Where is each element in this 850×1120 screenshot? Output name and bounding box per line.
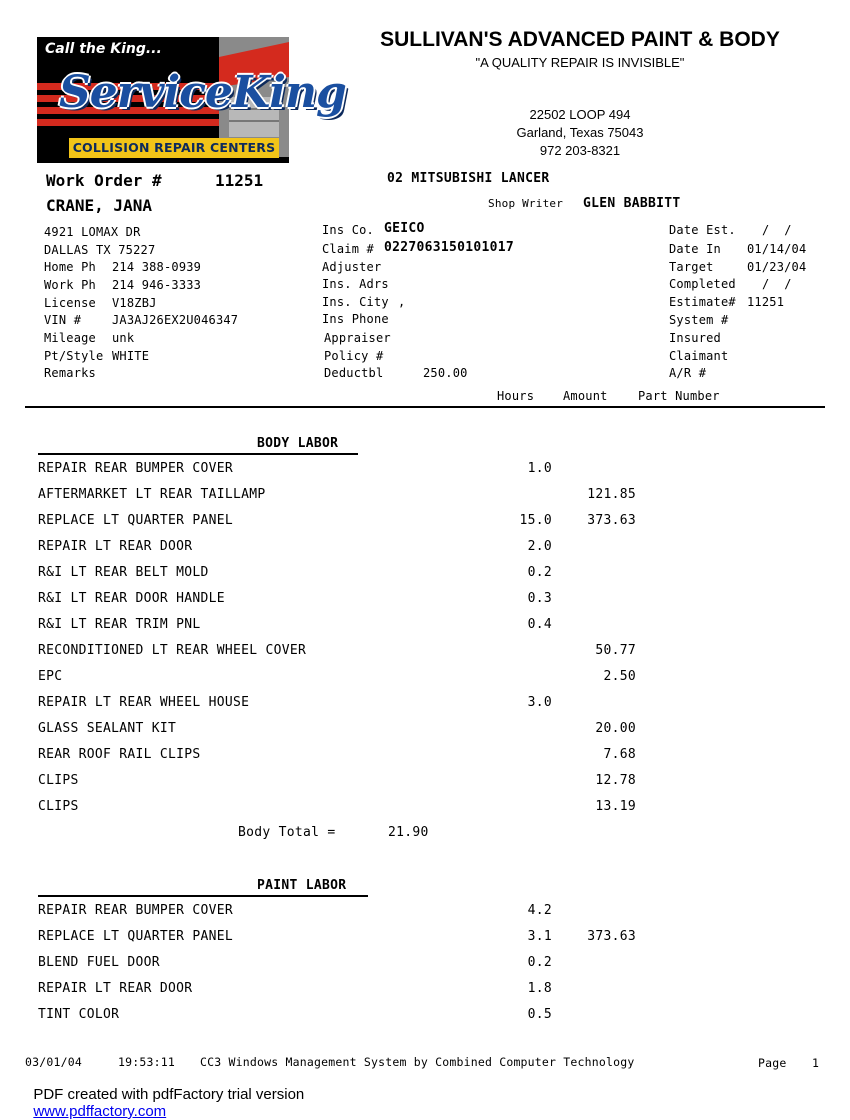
line-item-description: REAR ROOF RAIL CLIPS xyxy=(38,747,201,762)
home-phone-value: 214 388-0939 xyxy=(112,260,202,274)
logo-subtitle: COLLISION REPAIR CENTERS xyxy=(69,138,279,158)
column-header-amount: Amount xyxy=(563,389,608,403)
body-total-value: 21.90 xyxy=(388,825,429,840)
ins-co-value: GEICO xyxy=(384,221,425,236)
pdf-note-text: PDF created with pdfFactory trial version xyxy=(33,1086,305,1103)
column-header-part-number: Part Number xyxy=(638,389,720,403)
line-item-amount: 373.63 xyxy=(587,513,636,528)
vehicle-description: 02 MITSUBISHI LANCER xyxy=(387,171,550,186)
insured-label: Insured xyxy=(669,331,721,345)
license-label: License xyxy=(44,296,96,310)
header-divider xyxy=(25,406,825,408)
line-item-description: BLEND FUEL DOOR xyxy=(38,955,160,970)
company-address-line2: Garland, Texas 75043 xyxy=(516,125,644,140)
adjuster-label: Adjuster xyxy=(322,260,382,274)
line-item-description: RECONDITIONED LT REAR WHEEL COVER xyxy=(38,643,307,658)
line-item-amount: 373.63 xyxy=(587,929,636,944)
footer-page-number: 1 xyxy=(812,1056,820,1070)
line-item-description: R&I LT REAR DOOR HANDLE xyxy=(38,591,225,606)
company-address-line1: 22502 LOOP 494 xyxy=(529,107,631,122)
shop-writer-label: Shop Writer xyxy=(488,197,564,210)
shop-writer-name: GLEN BABBITT xyxy=(583,196,681,211)
work-phone-value: 214 946-3333 xyxy=(112,278,202,292)
mileage-label: Mileage xyxy=(44,331,96,345)
ins-co-label: Ins Co. xyxy=(322,223,374,237)
line-item-hours: 0.3 xyxy=(527,591,552,606)
deductible-label: Deductbl xyxy=(324,366,384,380)
line-item-amount: 50.77 xyxy=(595,643,636,658)
claim-label: Claim # xyxy=(322,242,374,256)
pdf-link[interactable]: www.pdffactory.com xyxy=(33,1103,167,1120)
column-header-hours: Hours xyxy=(497,389,535,403)
line-item-description: REPLACE LT QUARTER PANEL xyxy=(38,513,234,528)
line-item-description: REPAIR REAR BUMPER COVER xyxy=(38,461,234,476)
date-in-value: 01/14/04 xyxy=(747,242,807,256)
home-phone-label: Home Ph xyxy=(44,260,96,274)
date-est-value: / / xyxy=(762,223,792,237)
line-item-hours: 15.0 xyxy=(519,513,552,528)
line-item-hours: 3.0 xyxy=(527,695,552,710)
date-est-label: Date Est. xyxy=(669,223,736,237)
line-item-description: REPAIR LT REAR WHEEL HOUSE xyxy=(38,695,250,710)
footer-time: 19:53:11 xyxy=(118,1055,175,1069)
body-labor-underline xyxy=(38,453,358,455)
completed-label: Completed xyxy=(669,277,736,291)
line-item-description: REPAIR LT REAR DOOR xyxy=(38,539,193,554)
line-item-description: CLIPS xyxy=(38,773,79,788)
deductible-value: 250.00 xyxy=(423,366,468,380)
line-item-description: AFTERMARKET LT REAR TAILLAMP xyxy=(38,487,266,502)
date-in-label: Date In xyxy=(669,242,721,256)
logo-brand: ServiceKing xyxy=(59,67,346,118)
footer-system: CC3 Windows Management System by Combined Computer Technology xyxy=(200,1055,635,1069)
line-item-description: GLASS SEALANT KIT xyxy=(38,721,177,736)
target-label: Target xyxy=(669,260,714,274)
ins-adrs-label: Ins. Adrs xyxy=(322,277,389,291)
estimate-value: 11251 xyxy=(747,295,785,309)
line-item-hours: 0.5 xyxy=(527,1007,552,1022)
line-item-hours: 3.1 xyxy=(527,929,552,944)
line-item-hours: 0.4 xyxy=(527,617,552,632)
line-item-hours: 2.0 xyxy=(527,539,552,554)
pt-style-value: WHITE xyxy=(112,349,150,363)
line-item-hours: 4.2 xyxy=(527,903,552,918)
line-item-amount: 2.50 xyxy=(603,669,636,684)
pt-style-label: Pt/Style xyxy=(44,349,104,363)
vin-label: VIN # xyxy=(44,313,82,327)
work-order-number: 11251 xyxy=(215,171,264,190)
line-item-hours: 1.0 xyxy=(527,461,552,476)
line-item-amount: 20.00 xyxy=(595,721,636,736)
work-phone-label: Work Ph xyxy=(44,278,96,292)
line-item-amount: 7.68 xyxy=(603,747,636,762)
license-value: V18ZBJ xyxy=(112,296,157,310)
line-item-description: TINT COLOR xyxy=(38,1007,120,1022)
claimant-label: Claimant xyxy=(669,349,729,363)
company-name: SULLIVAN'S ADVANCED PAINT & BODY xyxy=(380,28,780,51)
company-logo xyxy=(37,37,346,163)
estimate-label: Estimate# xyxy=(669,295,736,309)
line-item-amount: 121.85 xyxy=(587,487,636,502)
line-item-hours: 0.2 xyxy=(527,955,552,970)
paint-labor-title: PAINT LABOR xyxy=(257,878,347,893)
customer-name: CRANE, JANA xyxy=(46,196,152,215)
ins-city-label: Ins. City xyxy=(322,295,389,309)
paint-labor-underline xyxy=(38,895,368,897)
body-labor-title: BODY LABOR xyxy=(257,436,339,451)
body-total-label: Body Total = xyxy=(238,825,336,840)
customer-address2: DALLAS TX 75227 xyxy=(44,243,156,257)
footer-date: 03/01/04 xyxy=(25,1055,82,1069)
completed-value: / / xyxy=(762,277,792,291)
ins-phone-label: Ins Phone xyxy=(322,312,389,326)
appraiser-label: Appraiser xyxy=(324,331,391,345)
line-item-description: R&I LT REAR TRIM PNL xyxy=(38,617,201,632)
line-item-amount: 12.78 xyxy=(595,773,636,788)
line-item-description: REPAIR REAR BUMPER COVER xyxy=(38,903,234,918)
customer-address1: 4921 LOMAX DR xyxy=(44,225,141,239)
claim-value: 0227063150101017 xyxy=(384,240,515,255)
mileage-value: unk xyxy=(112,331,135,345)
system-label: System # xyxy=(669,313,729,327)
line-item-description: CLIPS xyxy=(38,799,79,814)
company-slogan: "A QUALITY REPAIR IS INVISIBLE" xyxy=(475,55,685,70)
company-phone: 972 203-8321 xyxy=(539,143,621,158)
pdf-note xyxy=(25,1069,304,1120)
line-item-description: EPC xyxy=(38,669,63,684)
work-order-label: Work Order # xyxy=(46,171,162,190)
line-item-description: REPAIR LT REAR DOOR xyxy=(38,981,193,996)
line-item-description: R&I LT REAR BELT MOLD xyxy=(38,565,209,580)
line-item-hours: 0.2 xyxy=(527,565,552,580)
logo-tagline: Call the King... xyxy=(45,41,162,57)
remarks-label: Remarks xyxy=(44,366,96,380)
policy-label: Policy # xyxy=(324,349,384,363)
vin-value: JA3AJ26EX2U046347 xyxy=(112,313,239,327)
footer-page-label: Page xyxy=(758,1056,787,1070)
ar-label: A/R # xyxy=(669,366,707,380)
ins-city-value: , xyxy=(398,295,406,309)
line-item-description: REPLACE LT QUARTER PANEL xyxy=(38,929,234,944)
target-value: 01/23/04 xyxy=(747,260,807,274)
line-item-hours: 1.8 xyxy=(527,981,552,996)
line-item-amount: 13.19 xyxy=(595,799,636,814)
